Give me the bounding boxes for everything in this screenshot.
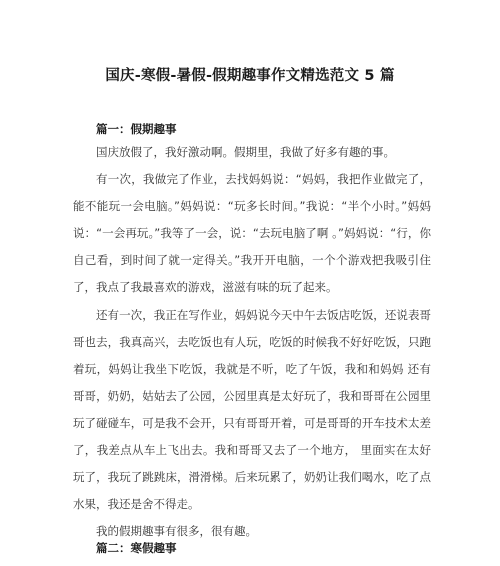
cropped-next-line: [96, 556, 296, 566]
paragraph: 还有一次，我正在写作业，妈妈说今天中午去饭店吃饭，还说表哥哥也去，我真高兴，去吃饭也有人玩，吃饭的时候我不好好吃饭，只跑着玩，妈妈让我坐下吃饭，我就是不听，吃了午饭，我和和妈妈 还有哥哥，奶奶，姑姑去了公园，公园里真是太好玩了，我和哥哥在公园里玩了碰碰车，可是我不会开，只有哥哥开着，可是哥哥的开车技术太差了，我差点从车上飞出去。我和哥哥又去了一个地方， 里面实在太好玩了，我玩了跳跳床，滑滑梯。后来玩累了，奶奶让我们喝水，吃了点水果，我还是舍不得走。: [73, 307, 431, 512]
section-heading-2: 篇二：寒假趣事: [96, 541, 177, 555]
paragraph: 我的假期趣事有很多，很有趣。: [96, 524, 257, 539]
section-heading-1: 篇一：假期趣事: [96, 122, 177, 136]
paragraph: 国庆放假了，我好激动啊。假期里，我做了好多有趣的事。: [96, 145, 395, 159]
paragraph: 有一次，我做完了作业，去找妈妈说：“妈妈，我把作业做完了，能不能玩一会电脑。”妈妈说：“玩多长时间。”我说：“半个小时。”妈妈说：“一会再玩。”我等了一会，说：“去玩电脑了啊 。”妈妈说：“行，你自己看，到时间了就一定得关。”我开开电脑，一个个游戏把我吸引住了，我点了我最喜欢的游戏，滋滋有味的玩了起来。: [73, 172, 431, 295]
section-1-body: [73, 139, 431, 545]
document-title: 国庆-寒假-暑假-假期趣事作文精选范文 5 篇: [105, 68, 395, 84]
